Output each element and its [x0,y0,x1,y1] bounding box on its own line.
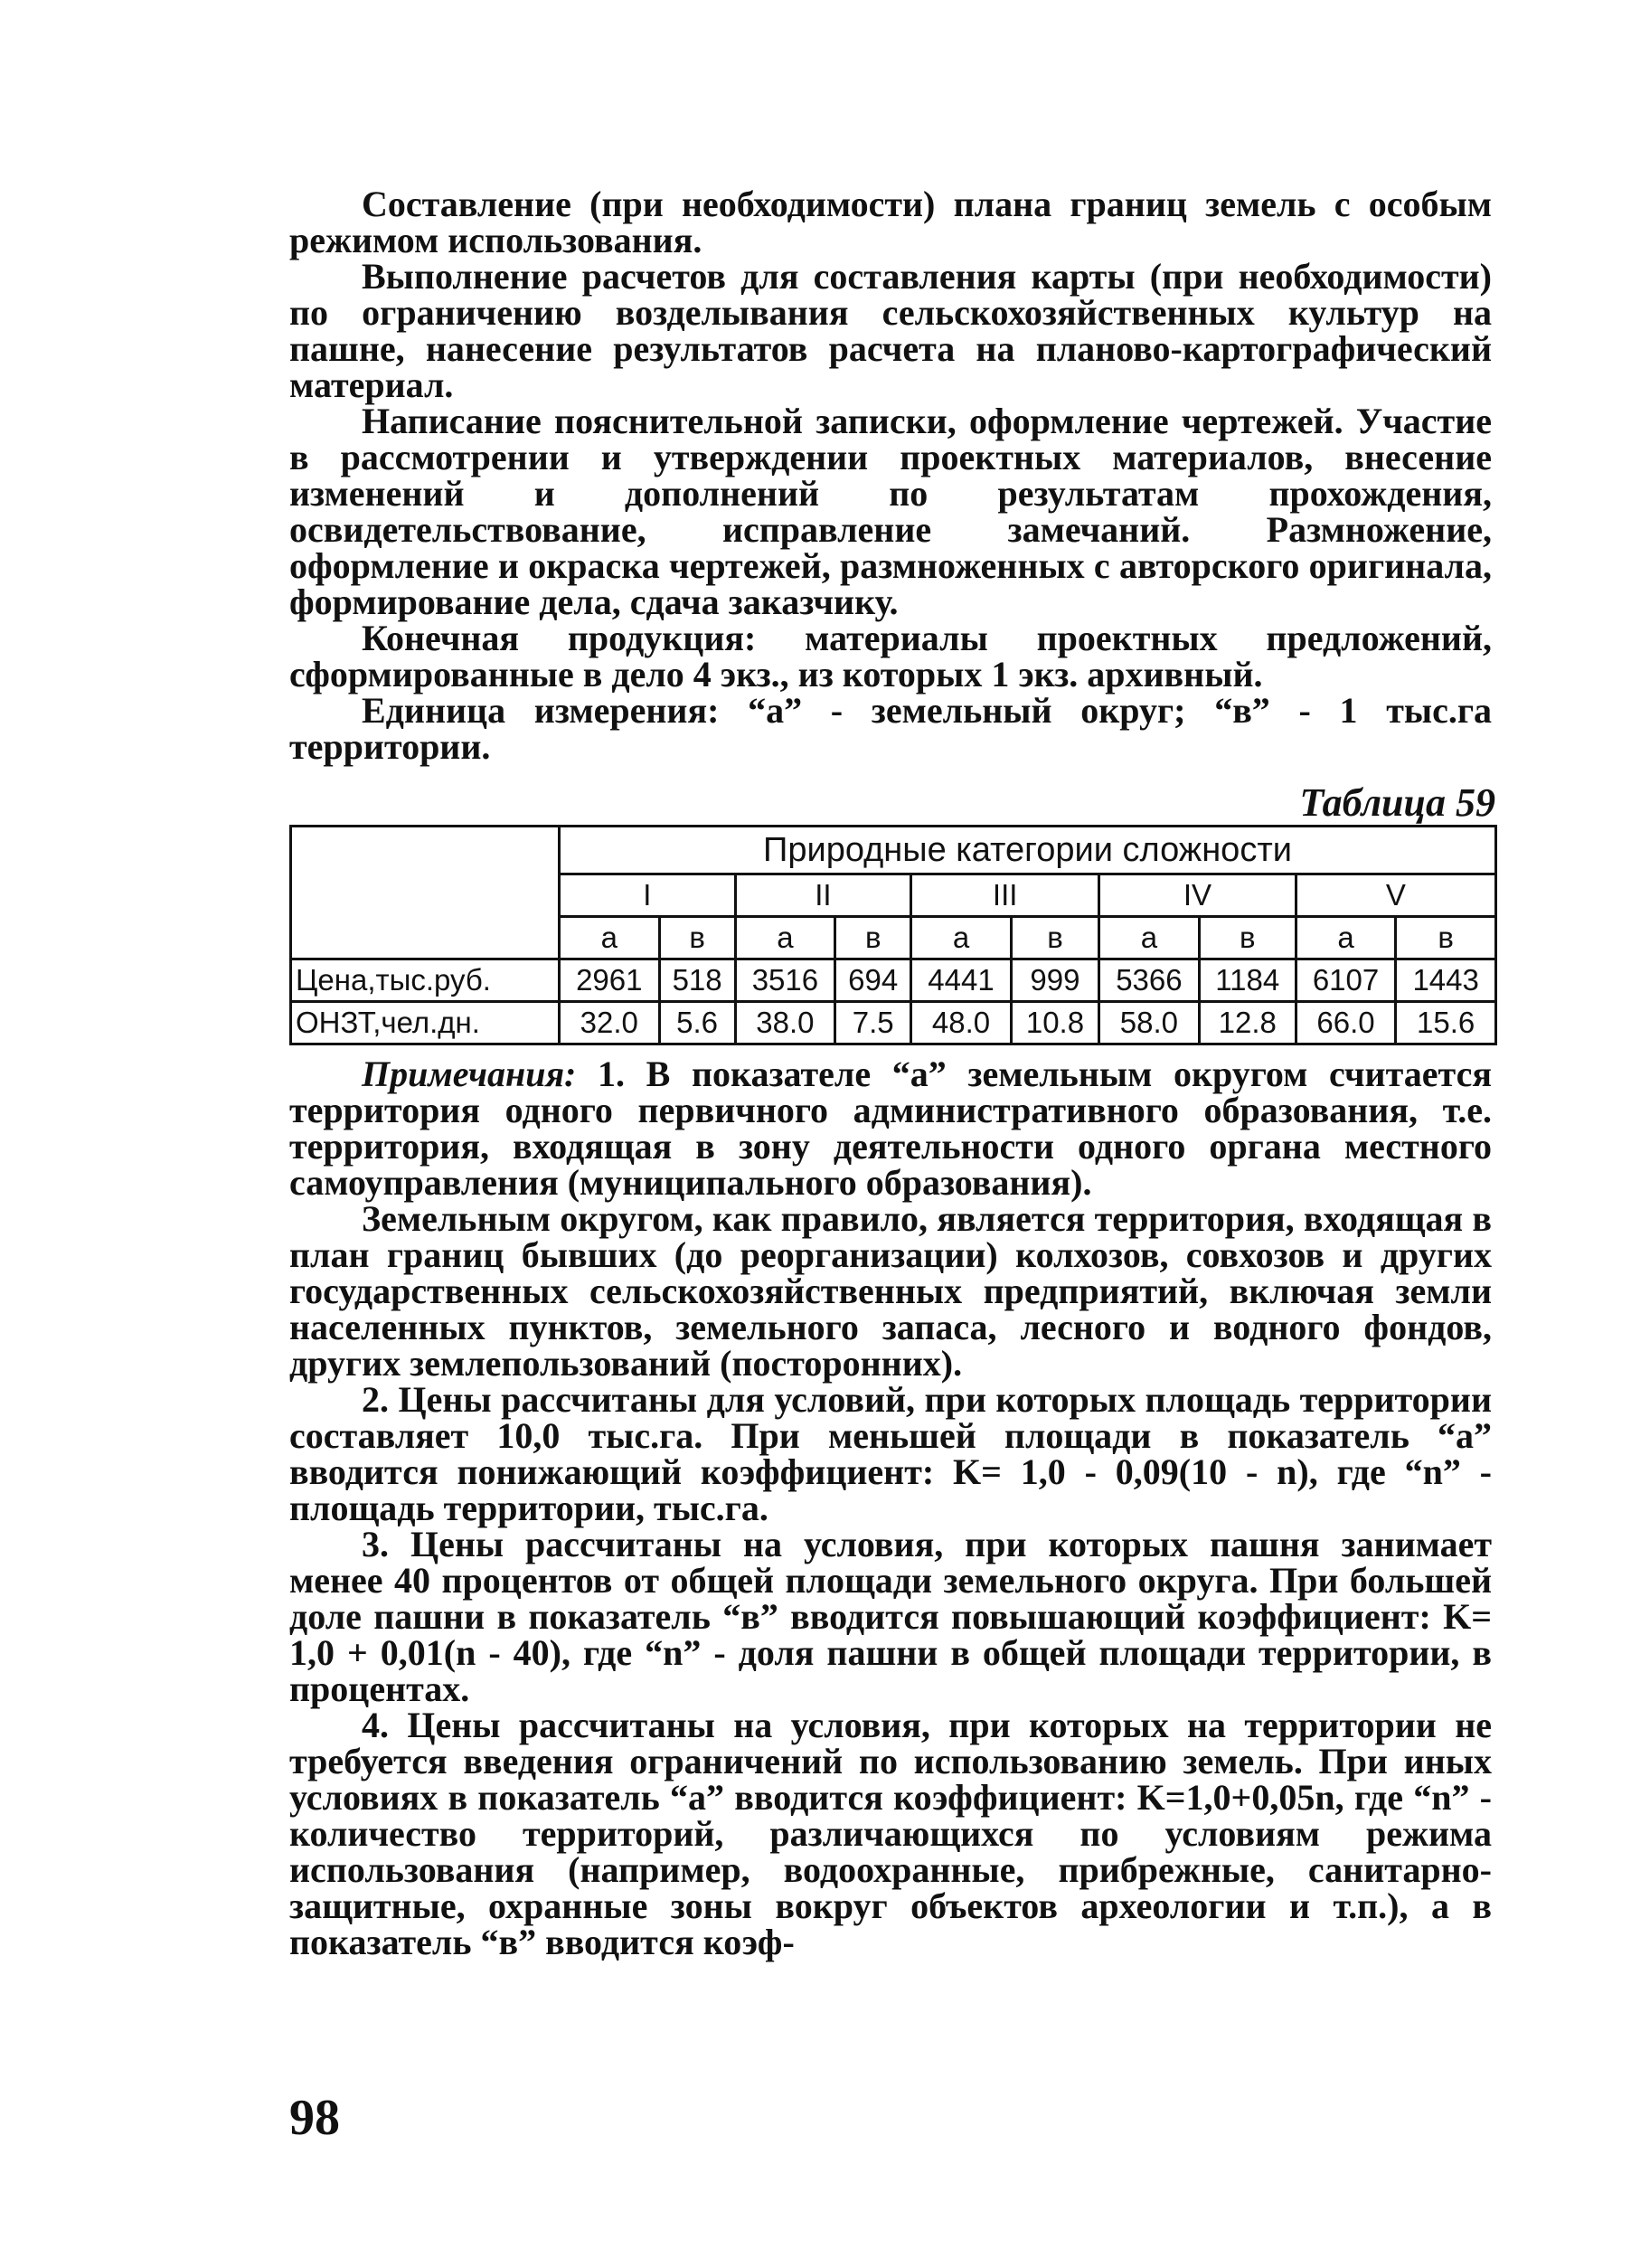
paragraph-unit-of-measure: Единица измерения: “а” - земельный округ; “в” - 1 тыс.га территории. [289,690,1492,767]
subheader-cell: в [1199,917,1296,959]
table-cell: 10.8 [1011,1002,1098,1044]
price-table [289,825,1497,1045]
note-1-text: 1. В показателе “а” земельным округом считается территория одного первичного административного образования, т.е. территория, входящая в зону деятельности одного органа местного самоуправления (муниципального образования). [289,1054,1492,1203]
note-land-district: Земельным округом, как правило, является территория, входящая в план границ бывших (до реорганизации) колхозов, совхозов и других государственных сельскохозяйственных предприятий, включая земли населенных пунктов, земельного запаса, лесного и водного фондов, других землепользований (посторонних). [289,1198,1492,1384]
table-cell: 6107 [1296,959,1396,1002]
table-cell: 12.8 [1199,1002,1296,1044]
table-title: Таблица 59 [1299,780,1495,825]
row-label: Цена,тыс.руб. [291,959,560,1002]
table-cell: 1184 [1199,959,1296,1002]
category-header: V [1296,874,1495,917]
row-label: ОНЗТ,чел.дн. [291,1002,560,1044]
table-cell: 2961 [560,959,660,1002]
subheader-cell: а [911,917,1012,959]
category-header: III [911,874,1099,917]
notes-lead: Примечания: [362,1054,577,1094]
paragraph-boundary-plan: Составление (при необходимости) плана границ земель с особым режимом использования. [289,184,1492,260]
category-header: II [735,874,911,917]
table-cell: 999 [1011,959,1098,1002]
table-cell: 1443 [1396,959,1496,1002]
subheader-cell: в [835,917,911,959]
note-1 [289,1056,1492,1201]
note-3: 3. Цены рассчитаны на условия, при которых пашня занимает менее 40 процентов от общей площади земельного округа. При большей доле пашни в показатель “в” вводится повышающий коэффициент: K= 1,0 + 0,01(n - 40), где “n” - доля пашни в общей площади территории, в процентах. [289,1524,1492,1709]
paragraph-explanatory-note: Написание пояснительной записки, оформление чертежей. Участие в рассмотрении и утверждении проектных материалов, внесение изменений и дополнений по результатам прохождения, освидетельствование, исправление замечаний. Размножение, оформление и окраска чертежей, размноженных с авторского оригинала, формирование дела, сдача заказчику. [289,401,1492,622]
notes-section [289,1056,1492,1961]
table-cell: 518 [659,959,735,1002]
table-cell: 5.6 [659,1002,735,1044]
table-group-header: Природные категории сложности [560,827,1496,874]
table-cell: 694 [835,959,911,1002]
table-cell: 4441 [911,959,1012,1002]
subheader-cell: а [1099,917,1200,959]
subheader-cell: а [1296,917,1396,959]
table-header-row [291,827,1496,874]
subheader-cell: а [560,917,660,959]
category-header: IV [1099,874,1296,917]
paragraph-final-product: Конечная продукция: материалы проектных предложений, сформированные в дело 4 экз., из которых 1 экз. архивный. [289,618,1492,695]
note-4: 4. Цены рассчитаны на условия, при которых на территории не требуется введения ограничений по использованию земель. При иных условиях в показатель “а” вводится коэффициент: K=1,0+0,05n, где “n” - количество территорий, различающихся по условиям режима использования (например, водоохранные, прибрежные, санитарно-защитные, охранные зоны вокруг объектов археологии и т.п.), а в показатель “в” вводится коэф- [289,1705,1492,1962]
table-row-price [291,959,1496,1002]
subheader-cell: в [659,917,735,959]
table-cell: 58.0 [1099,1002,1200,1044]
table-corner-cell [291,827,560,959]
note-2: 2. Цены рассчитаны для условий, при которых площадь территории составляет 10,0 тыс.га. При меньшей площади в показатель “а” вводится понижающий коэффициент: K= 1,0 - 0,09(10 - n), где “n” - площадь территории, тыс.га. [289,1379,1492,1528]
table-cell: 48.0 [911,1002,1012,1044]
table-cell: 5366 [1099,959,1200,1002]
table-cell: 15.6 [1396,1002,1496,1044]
table-cell: 38.0 [735,1002,835,1044]
table-cell: 3516 [735,959,835,1002]
subheader-cell: а [735,917,835,959]
table-row-labor [291,1002,1496,1044]
subheader-cell: в [1396,917,1496,959]
paragraph-calculations: Выполнение расчетов для составления карты (при необходимости) по ограничению возделывания сельскохозяйственных культур на пашне, нанесение результатов расчета на планово-картографический материал. [289,256,1492,405]
category-header: I [560,874,736,917]
page-number: 98 [289,2090,340,2146]
subheader-cell: в [1011,917,1098,959]
intro-text [289,186,1492,765]
table-cell: 32.0 [560,1002,660,1044]
table-cell: 7.5 [835,1002,911,1044]
table-cell: 66.0 [1296,1002,1396,1044]
